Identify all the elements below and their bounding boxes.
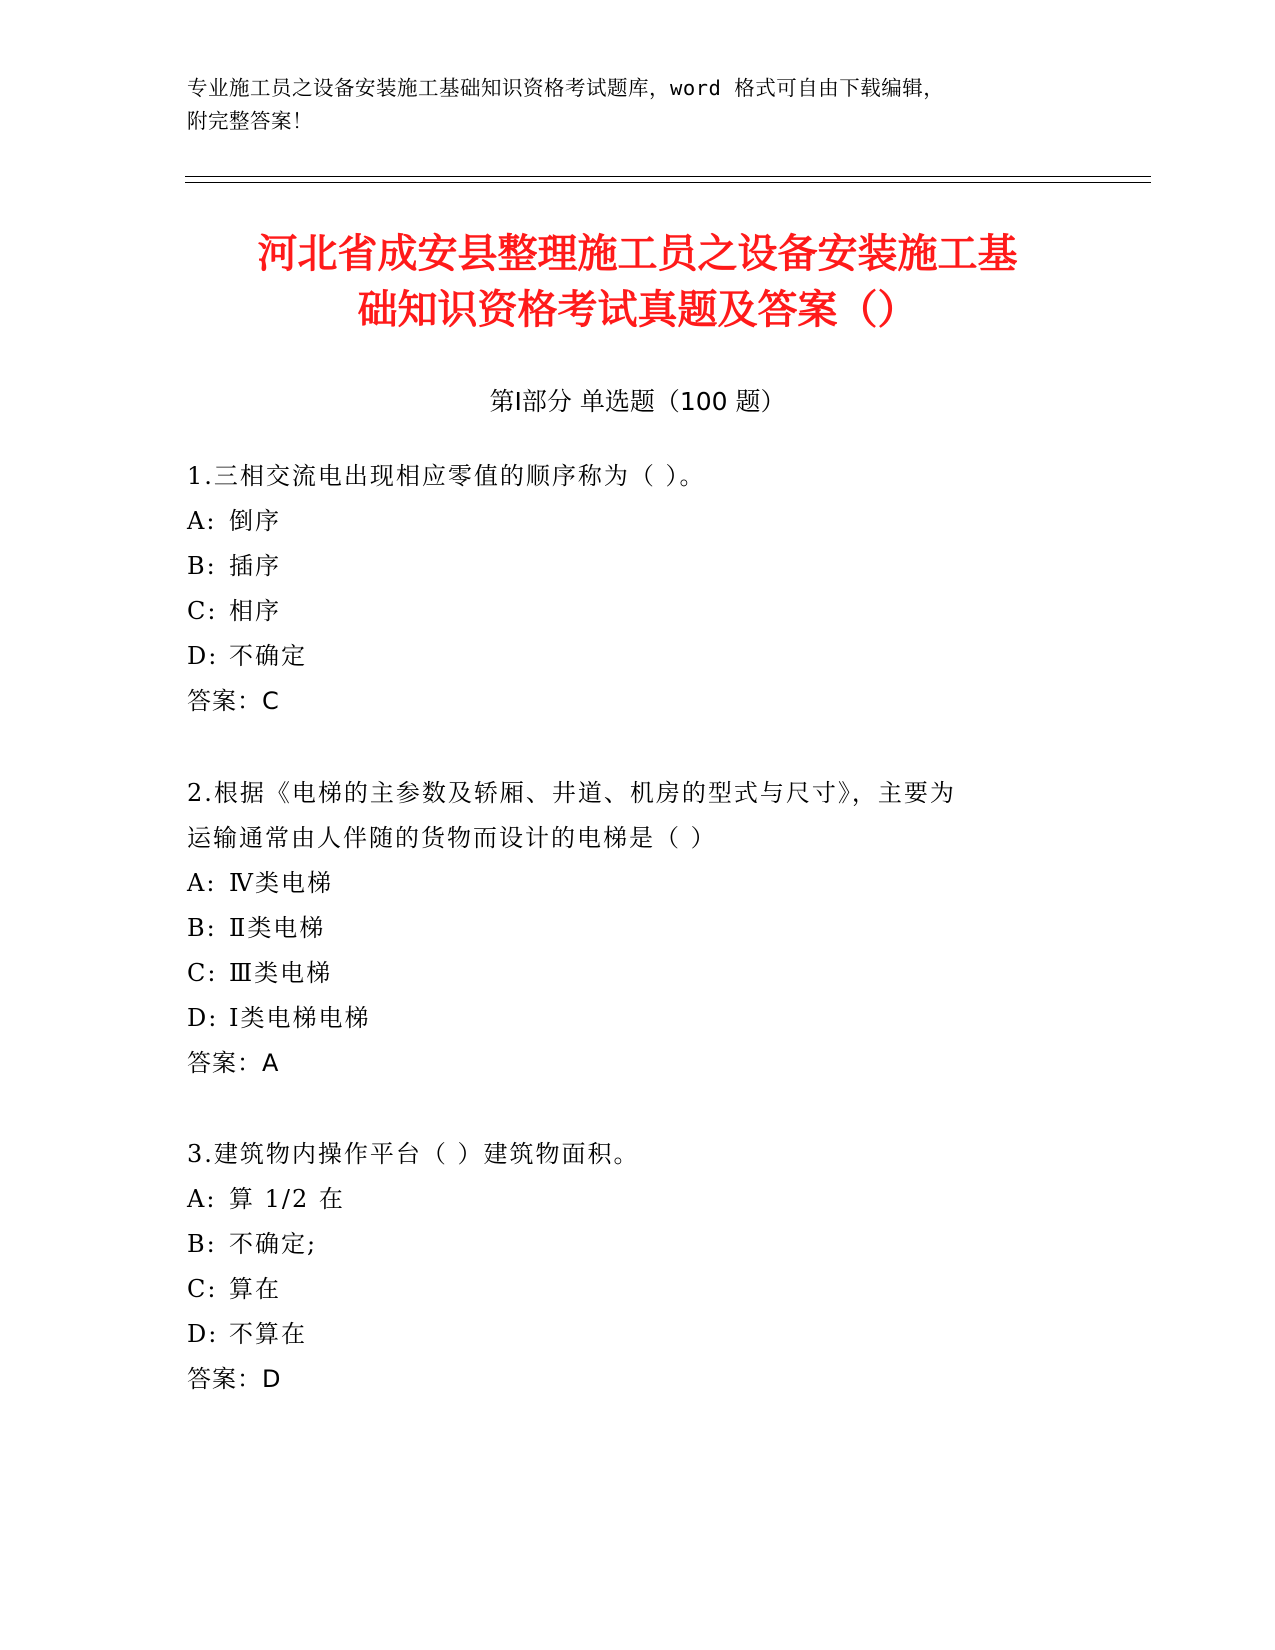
option-letter: B: <box>187 914 217 942</box>
option-text: Ⅰ类电梯电梯 <box>229 1004 371 1032</box>
question-2-stem-line-2: 运输通常由人伴随的货物而设计的电梯是（ ） <box>187 824 717 852</box>
question-3-option-b <box>187 1222 1087 1267</box>
option-text: 倒序 <box>229 507 281 535</box>
question-1 <box>187 454 1087 724</box>
header-note-line-2: 附完整答案！ <box>187 109 313 133</box>
option-text: 算 1/2 在 <box>229 1185 345 1213</box>
question-3 <box>187 1132 1087 1402</box>
option-text: 不确定 <box>229 642 307 670</box>
option-text: Ⅳ类电梯 <box>229 869 333 897</box>
option-letter: A: <box>187 1185 217 1213</box>
option-letter: B: <box>187 1230 217 1258</box>
option-letter: A: <box>187 869 217 897</box>
question-1-option-a <box>187 499 1087 544</box>
option-text: 算在 <box>229 1275 281 1303</box>
question-3-option-c <box>187 1267 1087 1312</box>
question-1-stem: 1.三相交流电出现相应零值的顺序称为（ ）。 <box>187 462 706 490</box>
document-title-line-2: 础知识资格考试真题及答案（） <box>357 287 918 333</box>
question-1-option-b <box>187 544 1087 589</box>
question-1-option-c <box>187 589 1087 634</box>
question-1-option-d <box>187 634 1087 679</box>
question-2-answer: 答案：A <box>187 1049 280 1077</box>
header-divider-bottom <box>185 182 1151 183</box>
option-letter: D: <box>187 1320 219 1348</box>
header-note-line-1: 专业施工员之设备安装施工基础知识资格考试题库，word 格式可自由下载编辑， <box>187 76 945 100</box>
option-text: 不算在 <box>229 1320 307 1348</box>
document-title <box>120 226 1155 338</box>
question-3-option-a <box>187 1177 1087 1222</box>
option-letter: D: <box>187 642 219 670</box>
question-2-option-a <box>187 861 1087 906</box>
option-letter: C: <box>187 597 218 625</box>
header-divider-top <box>185 176 1151 177</box>
question-2-option-d <box>187 996 1087 1041</box>
option-text: 相序 <box>229 597 281 625</box>
option-letter: C: <box>187 959 218 987</box>
header-note <box>187 72 1087 138</box>
question-2-option-c <box>187 951 1087 996</box>
option-text: 不确定; <box>229 1230 318 1258</box>
option-text: 插序 <box>229 552 281 580</box>
document-title-line-1: 河北省成安县整理施工员之设备安装施工基 <box>257 231 1018 277</box>
section-heading: 第Ⅰ部分 单选题（100 题） <box>489 387 786 416</box>
question-3-stem: 3.建筑物内操作平台（ ）建筑物面积。 <box>187 1140 640 1168</box>
question-2-option-b <box>187 906 1087 951</box>
option-letter: A: <box>187 507 217 535</box>
option-letter: C: <box>187 1275 218 1303</box>
option-text: Ⅲ类电梯 <box>229 959 333 987</box>
question-3-answer: 答案：D <box>187 1365 282 1393</box>
question-3-option-d <box>187 1312 1087 1357</box>
option-letter: B: <box>187 552 217 580</box>
option-text: Ⅱ类电梯 <box>229 914 326 942</box>
question-2-stem-line-1: 2.根据《电梯的主参数及轿厢、井道、机房的型式与尺寸》，主要为 <box>187 779 956 807</box>
question-2 <box>187 771 1087 1086</box>
question-1-answer: 答案：C <box>187 687 280 715</box>
option-letter: D: <box>187 1004 219 1032</box>
